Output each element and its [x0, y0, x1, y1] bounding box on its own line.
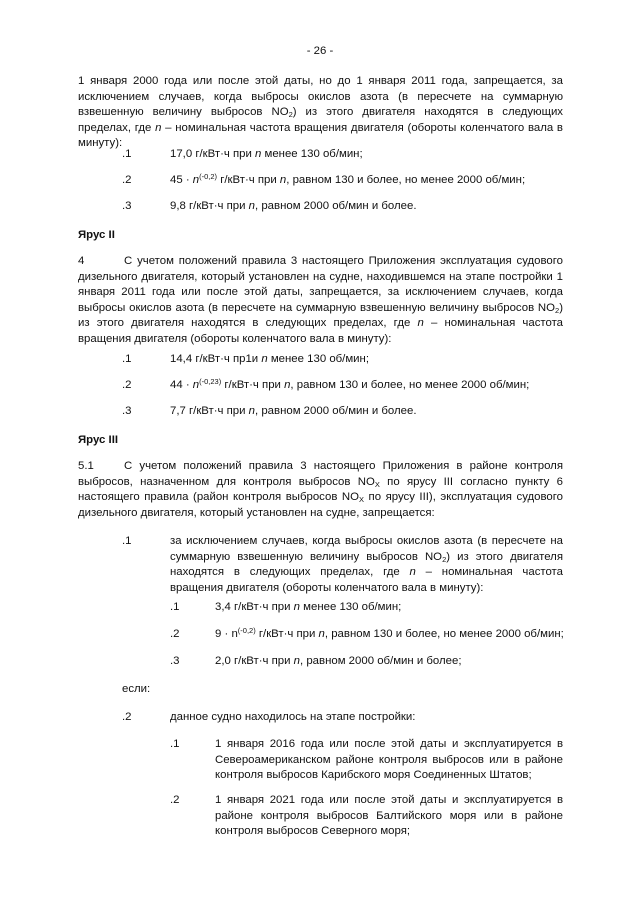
- intro-paragraph: 1 января 2000 года или после этой даты, но до 1 января 2011 года, запрещается, за исключением случаев, когда выбросы окислов азота (в пересчете на суммарную взвешенную величину выбросов $NO_2$) из этого двигателя находятся в следующих пределах, где n – номинальная частота вращения двигателя (обороты коленчатого вала в минуту):: [78, 75, 563, 150]
- tier3-heading: Ярус III: [78, 434, 119, 446]
- paragraph-4: 4 С учетом положений правила 3 настоящего Приложения эксплуатация судового дизельного двигателя, который установлен на судне, находившемся на этапе постройки 1 января 2011 года или после этой даты, запрещается, за исключением случаев, когда выбросы окислов азота (в пересчете на суммарную взвешенную величину выбросов $NO_2$) из этого двигателя находятся в следующих пределах, где n – номинальная частота вращения двигателя (обороты коленчатого вала в минуту):: [78, 255, 563, 345]
- page-number: - 26 -: [306, 45, 334, 57]
- paragraph-5-1: 5.1 С учетом положений правила 3 настоящего Приложения в районе контроля выбросов, назначенном для контроля выбросов $NO_X$ по ярусу III согласно пункту 6 настоящего правила (район контроля выбросов $NO_X$ по ярусу III), эксплуатация судового дизельного двигателя, который установлен на судне, запрещается:: [78, 460, 564, 519]
- document-page: - 26 - 1 января 2000 года или после этой даты, но до 1 января 2011 года, запрещается, за исключением случаев, когда выбросы окислов азота (в пересчете на суммарную взвешенную величину выбросов $NO_2$) из этого двигателя находятся в следующих пределах, где n – номинальная частота вращения двигателя (обороты коленчатого вала в минуту): .1 17,0 г/кВт·ч при n менее 130 об/мин; .2 $45 \cdot n^{(-0,2)}$ г/кВт·ч при n, равном 130 и более, но менее 2000 об/мин; .3 9,8 г/кВт·ч при n, равном 2000 об/мин и более. Ярус II 4 С учетом положений правила 3 настоящего Приложения эксплуатация судового дизельного двигателя, который установлен на судне, находившемся на этапе постройки 1 января 2011 года или после этой даты, запрещается, за исключением случаев, когда выбросы окислов азота (в пересчете на суммарную взвешенную величину выбросов $NO_2$) из этого двигателя находятся в следующих пределах, где n – номинальная частота вращения двигателя (обороты коленчатого вала в минуту): .1 14,4 г/кВт·ч пр1и n менее 130 об/мин; .2 $44 \cdot n^{(-0,23)}$ г/кВт·ч при n, равном 130 и более, но менее 2000 об/мин; .3 7,7 г/кВт·ч при n, равном 2000 об/мин и более. Ярус III 5.1 С учетом положений правила 3 настоящего Приложения в районе контроля выбросов, назначенном для контроля выбросов $NO_X$ по ярусу III согласно пункту 6 настоящего правила (район контроля выбросов $NO_X$ по ярусу III), эксплуатация судового дизельного двигателя, который установлен на судне, запрещается: .1 за исключением случаев, когда выбросы окислов азота (в пересчете на суммарную взвешенную величину выбросов $NO_2$) из этого двигателя находятся в следующих пределах, где n – номинальная частота вращения двигателя (обороты коленчатого вала в минуту): .1 3,4 г/кВт·ч при n менее 130 об/мин; .2 $9 \cdot n^{(-0,2)}$ г/кВт·ч при n, равном 130 и более, но менее 2000 об/мин; .3 2,0 г/кВт·ч при n, равном 2000 об/мин и более; если: .2 данное судно находилось на этапе постройки: .1 1 января 2016 года или после этой даты и эксплуатируется в Североамериканском районе контроля выбросов или в районе контроля выбросов Карибского моря Соединенных Штатов; .2 1 января 2021 года или после этой даты и эксплуатируется в районе контроля выбросов Балтийского моря или в районе контроля выбросов Северного моря;: [0, 0, 640, 905]
- if-label: если:: [122, 683, 151, 695]
- construction-item-2-text: 1 января 2021 года или после этой даты и эксплуатируется в районе контроля выбросов Балтийского моря или в районе контроля выбросов Северного моря;: [215, 794, 563, 838]
- tier2-heading: Ярус II: [78, 229, 115, 241]
- item-5-1-1-text: за исключением случаев, когда выбросы окислов азота (в пересчете на суммарную взвешенную величину выбросов $NO_2$) из этого двигателя находятся в следующих пределах, где n – номинальная частота вращения двигателя (обороты коленчатого вала в минуту):: [170, 535, 563, 594]
- construction-item-1-text: 1 января 2016 года или после этой даты и эксплуатируется в Североамериканском районе контроля выбросов или в районе контроля выбросов Карибского моря Соединенных Штатов;: [215, 738, 563, 782]
